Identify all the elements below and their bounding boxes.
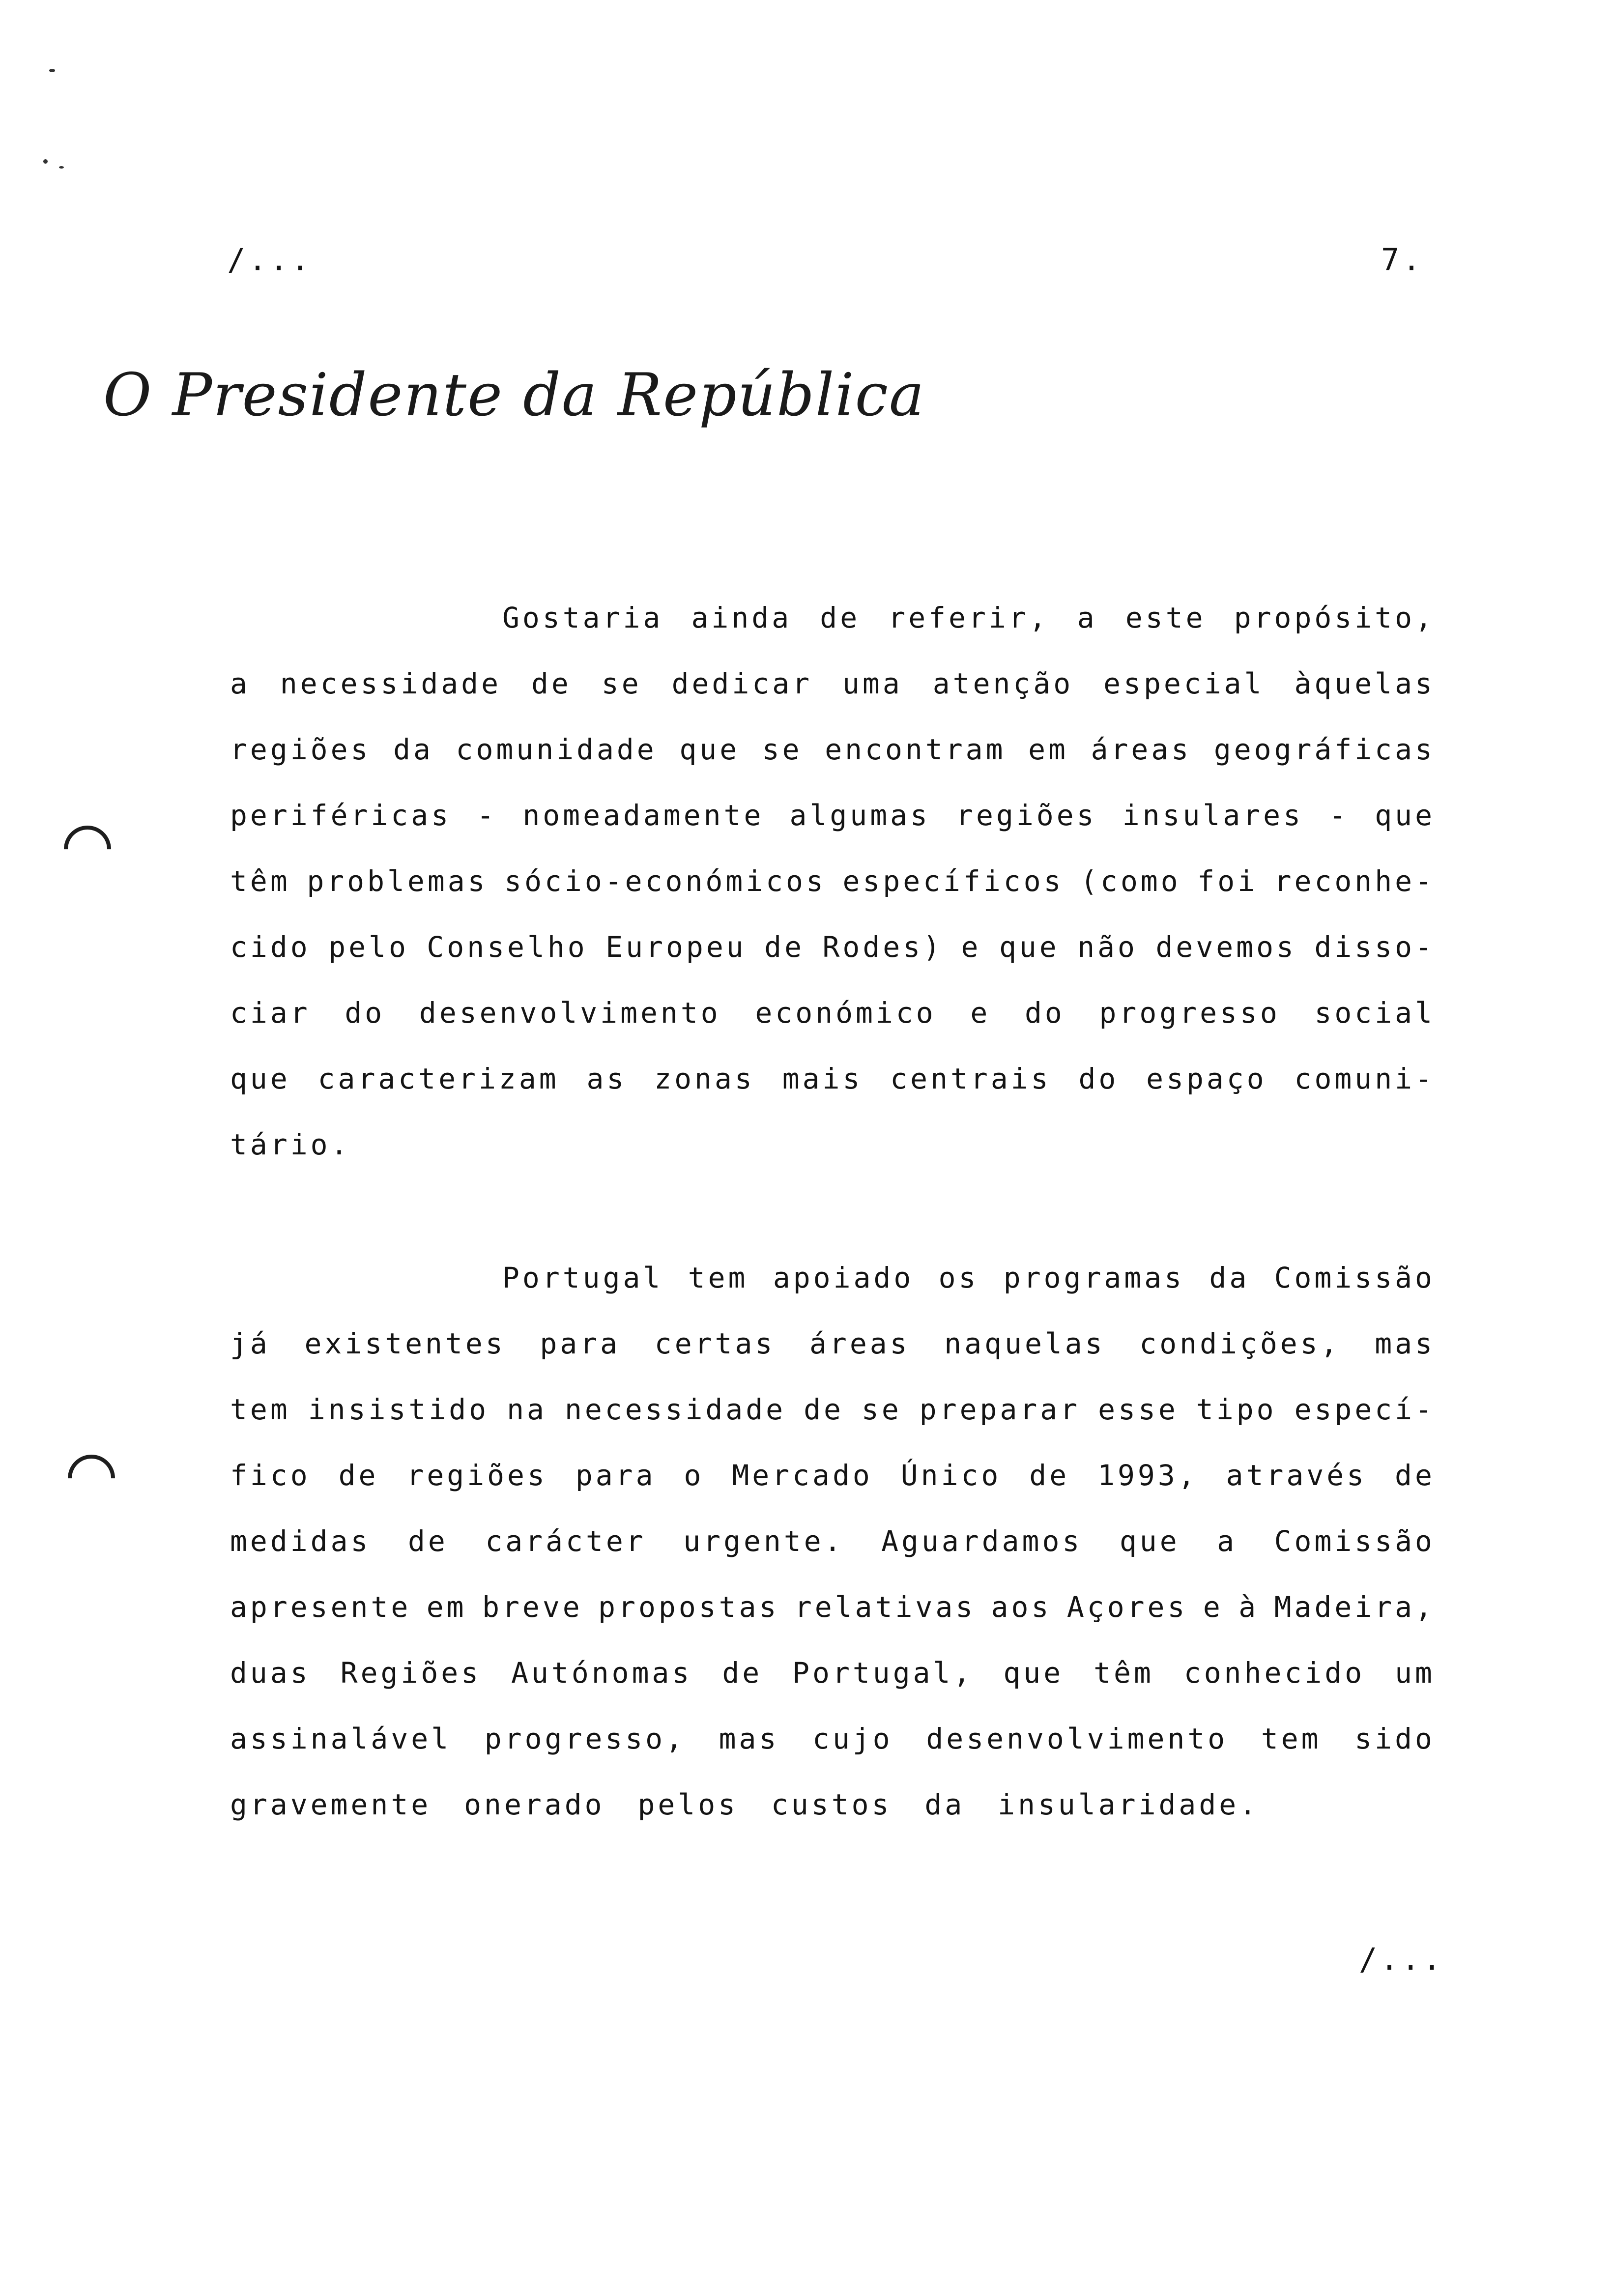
text-line: Gostaria ainda de referir, a este propósito, [502, 601, 1435, 634]
text-line: regiões da comunidade que se encontram em áreas geográficas [230, 733, 1435, 766]
text-line: ciar do desenvolvimento económico e do progresso social [230, 996, 1435, 1030]
scan-speck [43, 159, 48, 164]
text-line: Portugal tem apoiado os programas da Comissão [502, 1261, 1435, 1294]
text-line: medidas de carácter urgente. Aguardamos que a Comissão [230, 1524, 1435, 1558]
continuation-marker-top: /... [227, 242, 313, 278]
text-line: que caracterizam as zonas mais centrais do espaço comuni- [230, 1062, 1435, 1095]
letterhead-title: O Presidente da República [103, 361, 925, 430]
text-line: a necessidade de se dedicar uma atenção especial àquelas [230, 667, 1435, 700]
scan-speck [59, 166, 64, 169]
scan-speck [49, 69, 55, 72]
binder-hole-mark [54, 816, 121, 883]
text-line: fico de regiões para o Mercado Único de 1993, através de [230, 1459, 1435, 1492]
text-line: assinalável progresso, mas cujo desenvolvimento tem sido [230, 1722, 1435, 1755]
text-line: tário. [230, 1128, 351, 1161]
continuation-marker-bottom: /... [1359, 1941, 1444, 1977]
text-line: têm problemas sócio-económicos específicos (como foi reconhe- [230, 864, 1435, 898]
text-line: cido pelo Conselho Europeu de Rodes) e que não devemos disso- [230, 930, 1435, 964]
text-line: já existentes para certas áreas naquelas condições, mas [230, 1327, 1435, 1360]
text-line: gravemente onerado pelos custos da insularidade. [230, 1788, 1260, 1821]
text-line: duas Regiões Autónomas de Portugal, que têm conhecido um [230, 1656, 1435, 1690]
binder-hole-mark [58, 1445, 125, 1512]
text-line: tem insistido na necessidade de se preparar esse tipo especí- [230, 1393, 1435, 1426]
text-line: apresente em breve propostas relativas aos Açores e à Madeira, [230, 1590, 1435, 1624]
page-number: 7. [1381, 242, 1424, 278]
text-line: periféricas - nomeadamente algumas regiões insulares - que [230, 799, 1435, 832]
